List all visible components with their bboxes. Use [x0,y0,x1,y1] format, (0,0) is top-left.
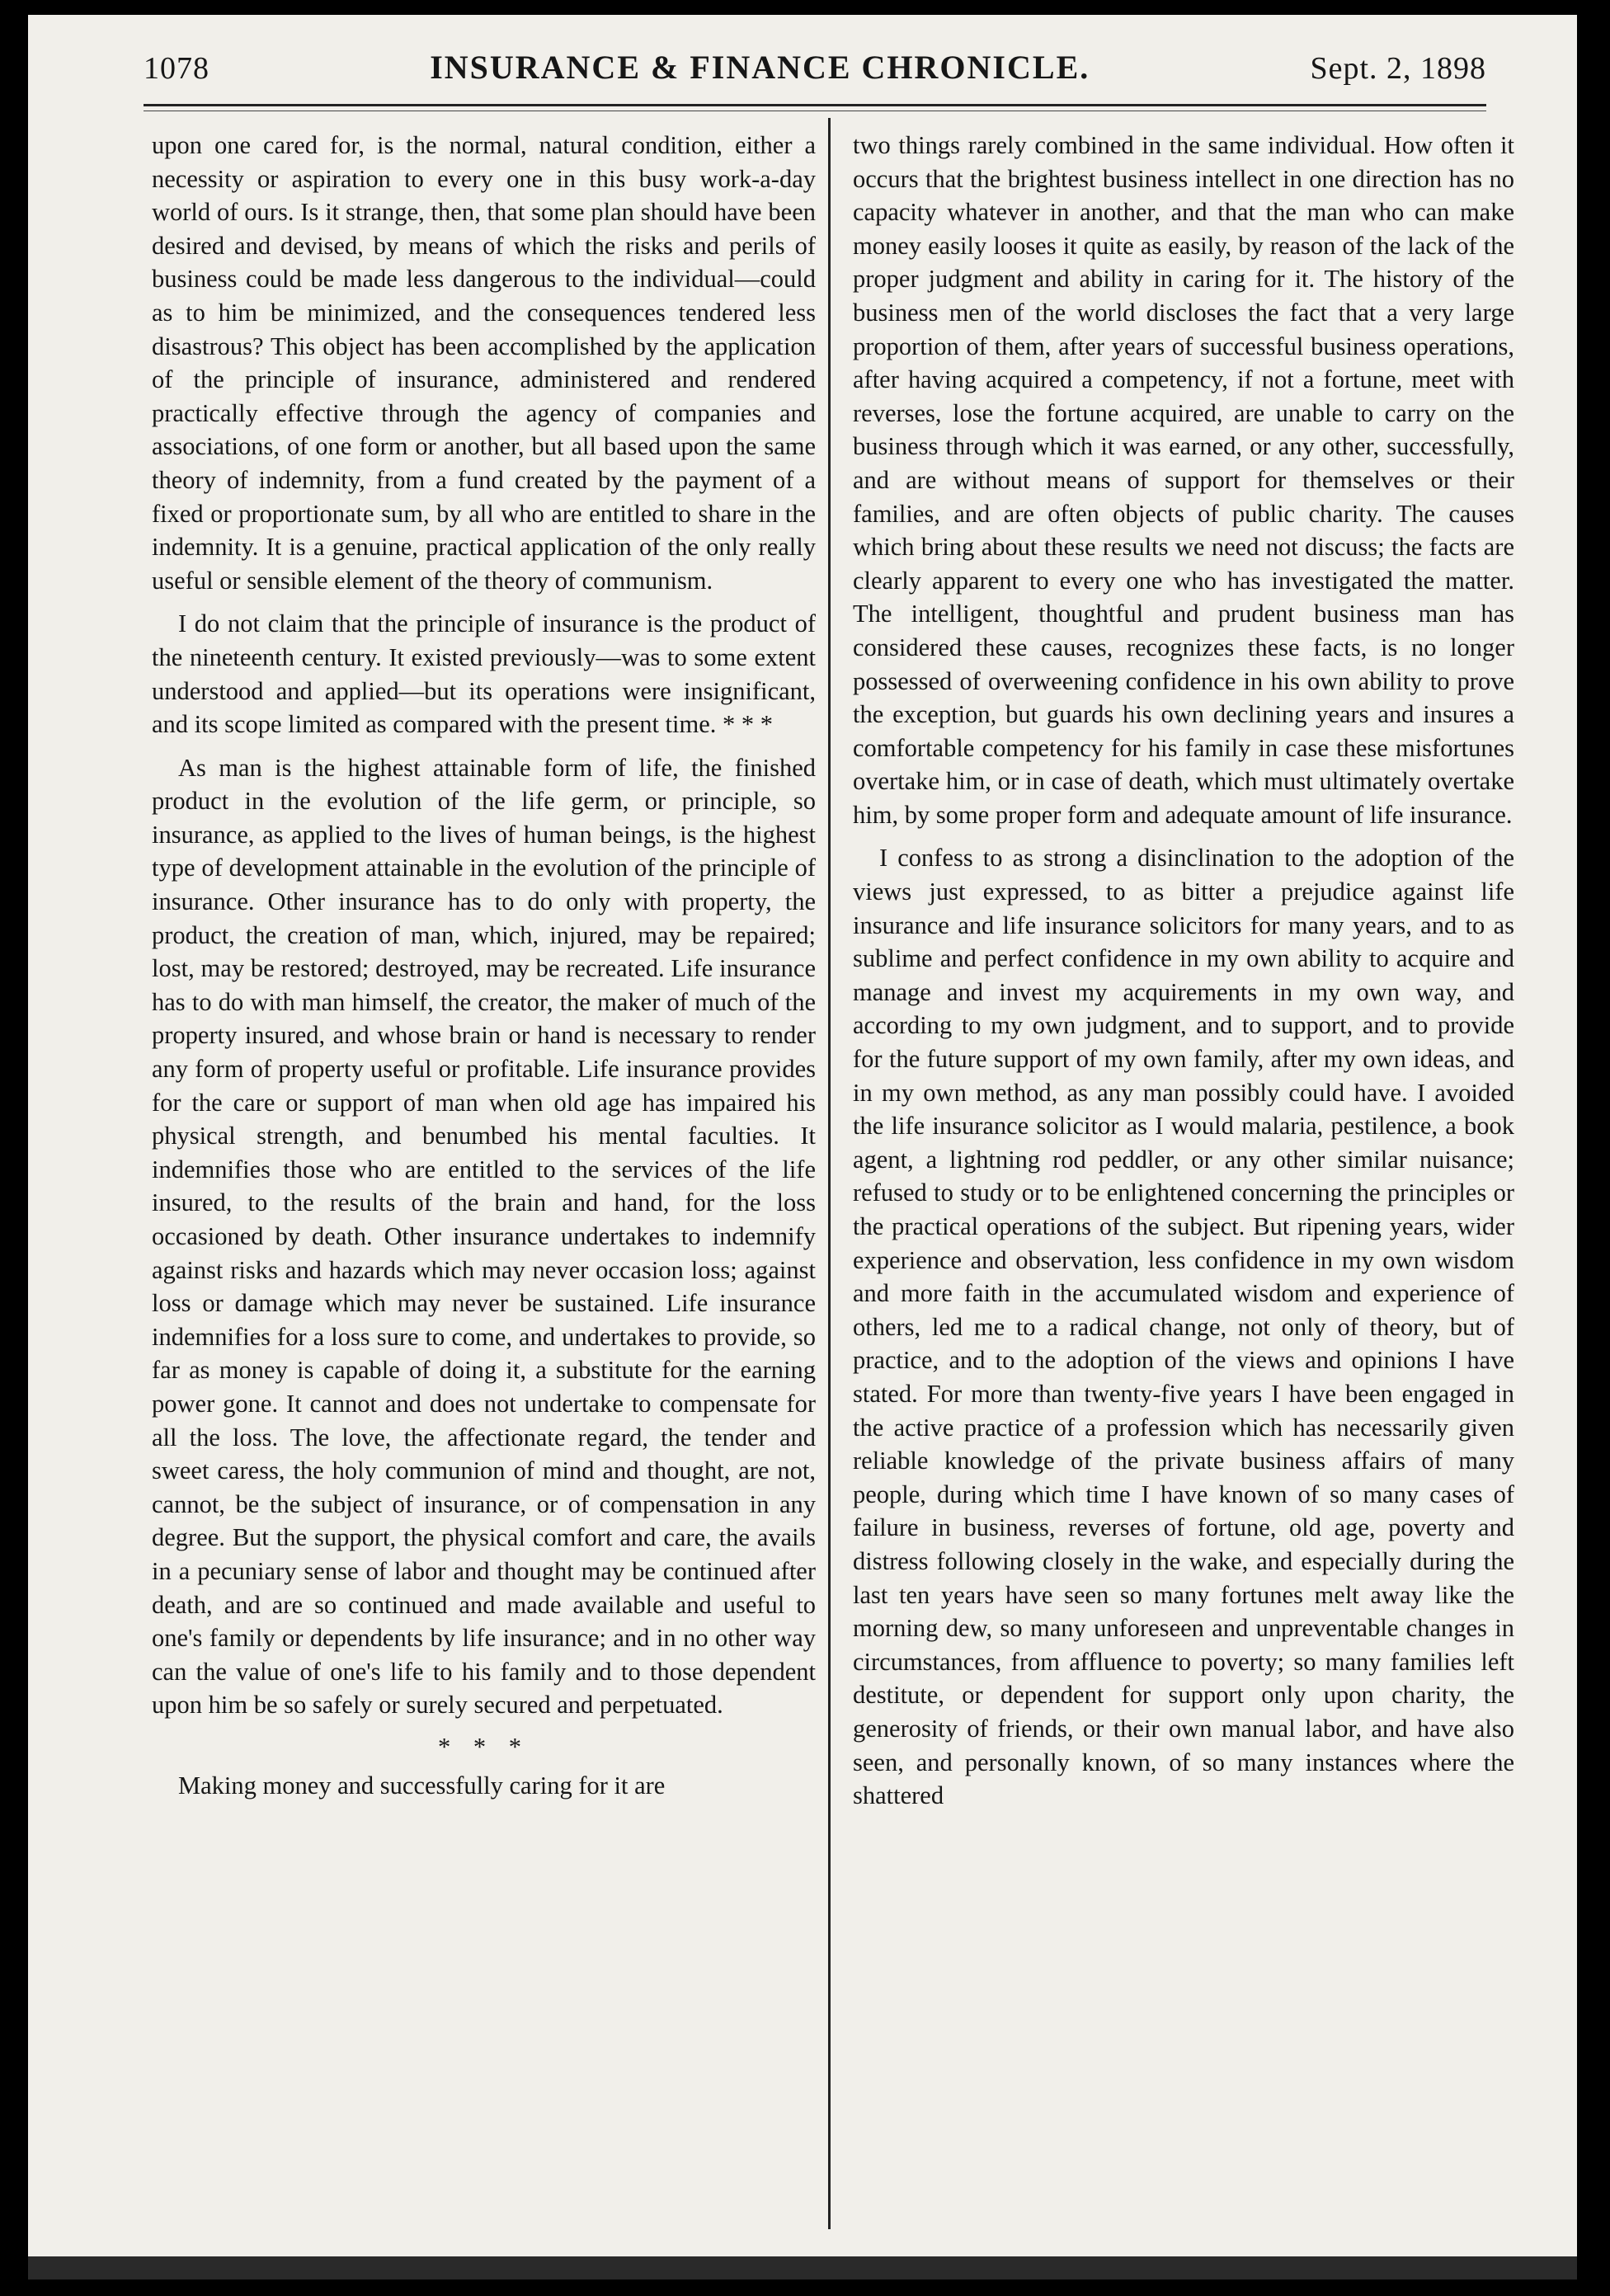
issue-date: Sept. 2, 1898 [1310,51,1486,86]
left-paragraph-4: Making money and successfully caring for it are [178,1771,666,1800]
left-paragraph-2: I do not claim that the principle of insurance is the product of the nineteenth century. It existed previously—was to some extent understood and applied—but its operations were insignificant, and its scope limited as compared with the present time. * * * [152,609,816,739]
scan-bottom-edge [28,2256,1577,2280]
left-paragraph-1: upon one cared for, is the normal, natural condition, either a necessity or aspiration to every one in this busy work-a-day world of ours. Is it strange, then, that some plan should have been desired and devised, by means of which the risks and perils of business could be made less dangerous to the individual—could as to him be minimized, and the consequences tendered less disastrous? This object has been accomplished by the application of the principle of insurance, administered and rendered practically effective through the agency of companies and associations, of one form or another, but all based upon the same theory of indemnity, from a fund created by the payment of a fixed or proportionate sum, by all who are entitled to share in the indemnity. It is a genuine, practical application of the only really useful or sensible element of the theory of communism. [152,131,816,595]
right-paragraph-1: two things rarely combined in the same individual. How often it occurs that the brightest business intellect in one direction has no capacity whatever in another, and that the man who can make money easily looses it quite as easily, by reason of the lack of the proper judgment and ability in caring for it. The history of the business men of the world discloses the fact that a very large proportion of them, after years of successful business operations, after having acquired a competency, if not a fortune, meet with reverses, lose the fortune acquired, are unable to carry on the business through which it was earned, or any other, successfully, and are without means of support for themselves or their families, and are often objects of public charity. The causes which bring about these results we need not discuss; the facts are clearly apparent to every one who has investigated the matter. The intelligent, thoughtful and prudent business man has considered these causes, recognizes these facts, is no longer possessed of overweening confidence in his own ability to prove the exception, but guards his own declining years and insures a comfortable competency for his family in case these misfortunes overtake him, or in case of death, which must ultimately overtake him, by some proper form and adequate amount of life insurance. [853,131,1514,829]
right-column [853,129,1514,2223]
left-column [152,129,816,2223]
page-header [144,48,1486,106]
page-number: 1078 [144,51,209,86]
publication-title: INSURANCE & FINANCE CHRONICLE. [430,49,1090,86]
newspaper-page [28,15,1577,2280]
column-divider [828,118,831,2229]
section-separator: * * * [438,1732,530,1761]
right-paragraph-2: I confess to as strong a disinclination to the adoption of the views just expressed, to as bitter a prejudice against life insurance and life insurance solicitors for many years, and to as sublime and perfect confidence in my own ability to acquire and manage and invest my acquirements in my own way, and according to my own judgment, and to support, and to provide for the future support of my own family, after my own ideas, and in my own method, as any man possibly could have. I avoided the life insurance solicitor as I would malaria, pestilence, a book agent, a lightning rod peddler, or any other similar nuisance; refused to study or to be enlightened concerning the principles or the practical operations of the subject. But ripening years, wider experience and observation, less confidence in my own wisdom and more faith in the accumulated wisdom and experience of others, led me to a radical change, not only of theory, but of practice, and to the adoption of the views and opinions I have stated. For more than twenty-five years I have been engaged in the active practice of a profession which has necessarily given reliable knowledge of the private business affairs of many people, during which time I have known of so many cases of failure in business, reverses of fortune, old age, poverty and distress following closely in the wake, and especially during the last ten years have seen so many fortunes melt away like the morning dew, so many unforeseen and unpreventable changes in circumstances, from affluence to poverty; so many families left destitute, or dependent for support only upon charity, the generosity of friends, or their own manual labor, and have also seen, and personally known, of so many instances where the shattered [853,844,1514,1810]
header-rule [144,104,1486,106]
left-paragraph-3: As man is the highest attainable form of life, the finished product in the evolution of the life germ, or principle, so insurance, as applied to the lives of human beings, is the highest type of development attainable in the evolution of the principle of insurance. Other insurance has to do only with property, the product, the creation of man, which, injured, may be repaired; lost, may be restored; destroyed, may be recreated. Life insurance has to do with man himself, the creator, the maker of much of the property insured, and whose brain or hand is necessary to render any form of property useful or profitable. Life insurance provides for the care or support of man when old age has impaired his physical strength, and benumbed his mental faculties. It indemnifies those who are entitled to the services of the life insured, to the results of the brain and hand, for the loss occasioned by death. Other insurance undertakes to indemnify against risks and hazards which may never occasion loss; against loss or damage which may never be sustained. Life insurance indemnifies for a loss sure to come, and undertakes to provide, so far as money is capable of doing it, a substitute for the earning power gone. It cannot and does not undertake to compensate for all the loss. The love, the affectionate regard, the tender and sweet caress, the holy communion of mind and thought, are not, cannot, be the subject of insurance, or of compensation in any degree. But the support, the physical comfort and care, the avails in a pecuniary sense of labor and thought may be continued after death, and are so continued and made available and useful to one's family or dependents by life insurance; and in no other way can the value of one's life to his family and to those dependent upon him be so safely or surely secured and perpetuated. [152,753,816,1720]
